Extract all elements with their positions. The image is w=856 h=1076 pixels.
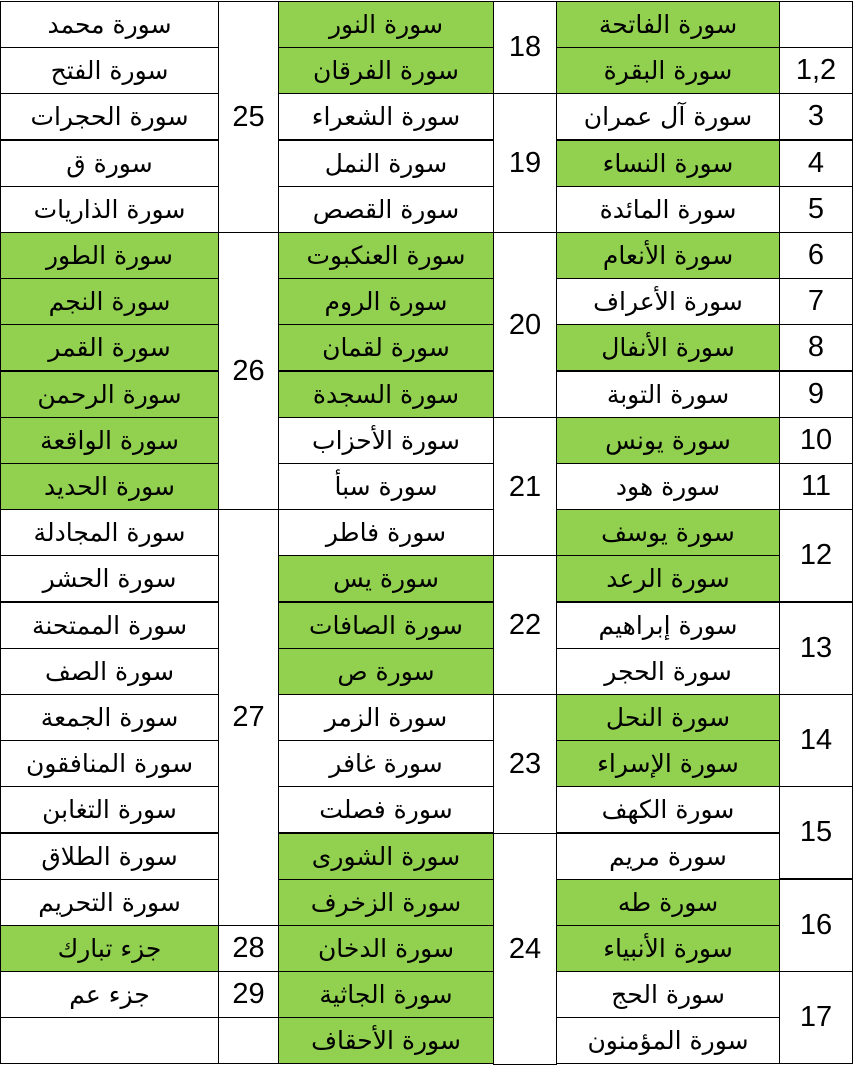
juz-number-cell: 8 (779, 324, 853, 371)
surah-cell: سورة محمد (0, 1, 219, 48)
surah-cell: سورة الإسراء (556, 740, 780, 787)
juz-number-cell: 5 (779, 186, 853, 233)
surah-cell: سورة الطلاق (0, 833, 219, 880)
juz-number-cell: 26 (218, 232, 279, 510)
surah-cell: سورة الفرقان (278, 47, 494, 94)
surah-cell: سورة النساء (556, 140, 780, 187)
surah-cell: سورة آل عمران (556, 93, 780, 140)
surah-cell: سورة ص (278, 648, 494, 695)
surah-cell: سورة السجدة (278, 371, 494, 418)
juz-number-cell: 20 (493, 232, 557, 418)
surah-cell: سورة الجاثية (278, 971, 494, 1018)
surah-cell: سورة الرعد (556, 555, 780, 602)
surah-cell: سورة هود (556, 463, 780, 510)
juz-number-cell: 12 (779, 509, 853, 602)
surah-cell: سورة إبراهيم (556, 602, 780, 649)
surah-cell: سورة الفاتحة (556, 1, 780, 48)
juz-number-cell: 24 (493, 833, 557, 1065)
juz-number-cell: 7 (779, 278, 853, 325)
juz-number-cell: 22 (493, 555, 557, 695)
juz-number-cell: 21 (493, 417, 557, 557)
juz-number-cell: 6 (779, 232, 853, 279)
surah-cell: سورة يونس (556, 417, 780, 464)
surah-cell: سورة الصافات (278, 602, 494, 649)
juz-number-cell: 13 (779, 602, 853, 695)
surah-cell: سورة الأحزاب (278, 417, 494, 464)
surah-cell: سورة المؤمنون (556, 1017, 780, 1064)
surah-cell: سورة النمل (278, 140, 494, 187)
surah-cell: سورة الدخان (278, 925, 494, 972)
surah-cell: جزء تبارك (0, 925, 219, 972)
surah-cell: سورة المائدة (556, 186, 780, 233)
juz-number-cell: 11 (779, 463, 853, 510)
surah-cell: سورة يس (278, 555, 494, 602)
surah-cell: سورة الروم (278, 278, 494, 325)
surah-cell: سورة الزمر (278, 694, 494, 741)
surah-cell: سورة المنافقون (0, 740, 219, 787)
surah-cell: سورة الشورى (278, 833, 494, 880)
surah-cell: سورة الممتحنة (0, 602, 219, 649)
surah-cell: سورة البقرة (556, 47, 780, 94)
surah-cell: سورة الواقعة (0, 417, 219, 464)
surah-cell: سورة الأنفال (556, 324, 780, 371)
surah-cell: سورة الحشر (0, 555, 219, 602)
surah-cell (0, 1017, 219, 1064)
surah-cell: سورة الذاريات (0, 186, 219, 233)
surah-cell: سورة مريم (556, 833, 780, 880)
juz-number-cell: 27 (218, 509, 279, 926)
surah-cell: سورة النور (278, 1, 494, 48)
surah-cell: سورة الحجرات (0, 93, 219, 140)
surah-cell: سورة الأحقاف (278, 1017, 494, 1064)
surah-cell: سورة الطور (0, 232, 219, 279)
juz-number-cell: 19 (493, 93, 557, 233)
surah-cell: سورة العنكبوت (278, 232, 494, 279)
juz-number-cell: 17 (779, 971, 853, 1064)
surah-cell: سورة الفتح (0, 47, 219, 94)
juz-number-cell: 3 (779, 93, 853, 140)
surah-cell: سورة الشعراء (278, 93, 494, 140)
surah-cell: سورة النجم (0, 278, 219, 325)
juz-number-cell: 18 (493, 1, 557, 94)
surah-cell: سورة فصلت (278, 786, 494, 833)
surah-cell: سورة الحج (556, 971, 780, 1018)
surah-cell: سورة الأنبياء (556, 925, 780, 972)
juz-number-cell: 29 (218, 971, 279, 1018)
juz-number-cell: 28 (218, 925, 279, 972)
surah-cell: سورة التحريم (0, 879, 219, 926)
surah-cell: سورة النحل (556, 694, 780, 741)
juz-number-cell: 10 (779, 417, 853, 464)
juz-number-cell: 14 (779, 694, 853, 787)
surah-cell: سورة الرحمن (0, 371, 219, 418)
surah-cell: سورة طه (556, 879, 780, 926)
juz-number-cell: 25 (218, 1, 279, 233)
surah-cell: سورة الكهف (556, 786, 780, 833)
juz-number-cell: 1,2 (779, 47, 853, 94)
surah-cell: سورة التوبة (556, 371, 780, 418)
surah-cell: سورة الزخرف (278, 879, 494, 926)
surah-cell: سورة يوسف (556, 509, 780, 556)
surah-cell: سورة القمر (0, 324, 219, 371)
juz-number-cell: 15 (779, 786, 853, 879)
juz-number-cell: 9 (779, 371, 853, 418)
surah-cell: سورة الأعراف (556, 278, 780, 325)
juz-number-cell: 23 (493, 694, 557, 834)
surah-cell: سورة المجادلة (0, 509, 219, 556)
juz-number-cell (779, 1, 853, 48)
surah-cell: جزء عم (0, 971, 219, 1018)
surah-cell: سورة ق (0, 140, 219, 187)
surah-cell: سورة لقمان (278, 324, 494, 371)
surah-cell: سورة القصص (278, 186, 494, 233)
surah-cell: سورة الصف (0, 648, 219, 695)
surah-cell: سورة الأنعام (556, 232, 780, 279)
juz-number-cell (218, 1017, 279, 1064)
juz-number-cell: 4 (779, 140, 853, 187)
juz-number-cell: 16 (779, 879, 853, 972)
surah-cell: سورة سبأ (278, 463, 494, 510)
surah-cell: سورة الحجر (556, 648, 780, 695)
surah-cell: سورة الجمعة (0, 694, 219, 741)
surah-cell: سورة غافر (278, 740, 494, 787)
surah-cell: سورة فاطر (278, 509, 494, 556)
surah-cell: سورة الحديد (0, 463, 219, 510)
surah-cell: سورة التغابن (0, 786, 219, 833)
